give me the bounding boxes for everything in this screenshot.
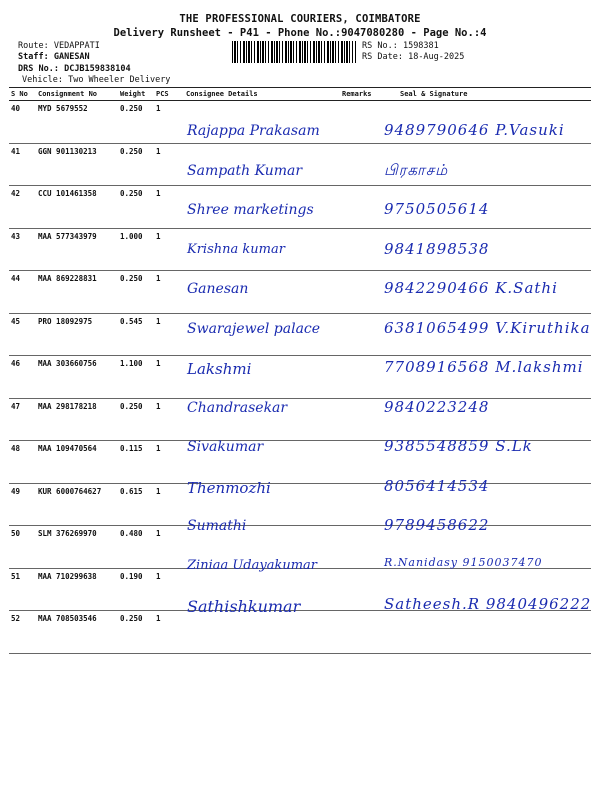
cell-pcs: 1	[154, 483, 184, 526]
cell-consignment-no: MAA 869228831	[36, 271, 118, 314]
route-line	[18, 41, 100, 51]
col-pcs: PCS	[154, 88, 184, 101]
cell-sno: 47	[9, 398, 36, 441]
cell-sno: 41	[9, 143, 36, 186]
consignee-handwritten-name: Sampath Kumar	[187, 162, 303, 179]
seal-signature-handwritten: 9840223248	[384, 397, 490, 416]
runsheet-subtitle: Delivery Runsheet - P41 - Phone No.:9047080280 - Page No.:4	[113, 27, 487, 39]
cell-sno: 52	[9, 611, 36, 654]
consignee-handwritten-name: Thenmozhi	[187, 478, 271, 497]
table-header-row	[9, 88, 591, 101]
consignee-handwritten-name: Rajappa Prakasam	[187, 123, 320, 139]
cell-remarks	[340, 186, 376, 229]
staff-value: GANESAN	[53, 52, 90, 62]
drs-value: DCJB159838104	[64, 64, 131, 74]
route-value: VEDAPPATI	[53, 41, 100, 51]
cell-consignment-no: GGN 901130213	[36, 143, 118, 186]
table-row	[9, 228, 591, 271]
cell-pcs: 1	[154, 228, 184, 271]
cell-consignment-no: CCU 101461358	[36, 186, 118, 229]
consignee-handwritten-name: Lakshmi	[187, 360, 252, 378]
seal-signature-handwritten: 9842290466 K.Sathi	[384, 279, 558, 297]
rs-date-line	[362, 52, 464, 62]
cell-sno: 48	[9, 441, 36, 484]
col-sno: S No	[9, 88, 36, 101]
company-title: THE PROFESSIONAL COURIERS, COIMBATORE	[179, 13, 421, 25]
col-remarks: Remarks	[340, 88, 376, 101]
rs-no-value: 1598381	[402, 41, 439, 51]
cell-pcs: 1	[154, 398, 184, 441]
vehicle-value: Two Wheeler Delivery	[68, 75, 171, 85]
cell-pcs: 1	[154, 143, 184, 186]
cell-sno: 42	[9, 186, 36, 229]
consignee-handwritten-name: Sathishkumar	[187, 597, 301, 616]
drs-line	[18, 64, 131, 74]
table-row	[9, 398, 591, 441]
consignee-handwritten-name: Chandrasekar	[187, 399, 288, 416]
cell-pcs: 1	[154, 611, 184, 654]
cell-weight: 0.250	[118, 186, 154, 229]
consignee-handwritten-name: Sumathi	[187, 518, 247, 534]
cell-weight: 0.250	[118, 611, 154, 654]
consignee-handwritten-name: Ziniaa Udayakumar	[187, 557, 318, 573]
barcode-image	[232, 41, 356, 63]
cell-sno: 40	[9, 101, 36, 144]
seal-signature-handwritten: 9841898538	[384, 239, 490, 258]
cell-pcs: 1	[154, 101, 184, 144]
consignee-handwritten-name: Swarajewel palace	[187, 320, 321, 337]
rs-no-line	[362, 41, 439, 51]
seal-signature-handwritten: Satheesh.R 9840496222	[384, 595, 592, 613]
cell-weight: 0.615	[118, 483, 154, 526]
cell-remarks	[340, 271, 376, 314]
col-consignee: Consignee Details	[184, 88, 340, 101]
cell-remarks	[340, 398, 376, 441]
cell-remarks	[340, 483, 376, 526]
cell-consignment-no: MAA 710299638	[36, 568, 118, 611]
cell-consignment-no: MAA 109470564	[36, 441, 118, 484]
cell-weight: 0.545	[118, 313, 154, 356]
cell-sno: 45	[9, 313, 36, 356]
cell-consignment-no: MAA 708503546	[36, 611, 118, 654]
cell-weight: 0.250	[118, 271, 154, 314]
cell-consignment-no: MAA 303660756	[36, 356, 118, 399]
seal-signature-handwritten: 9385548859 S.Lk	[384, 437, 533, 455]
consignee-handwritten-name: Shree marketings	[187, 202, 314, 218]
cell-weight: 0.190	[118, 568, 154, 611]
seal-signature-handwritten: 8056414534	[384, 476, 490, 495]
cell-consignment-no: MYD 5679552	[36, 101, 118, 144]
cell-sno: 50	[9, 526, 36, 569]
table-row	[9, 611, 591, 654]
cell-remarks	[340, 526, 376, 569]
consignee-handwritten-name: Krishna kumar	[187, 241, 285, 257]
cell-consignment-no: KUR 6000764627	[36, 483, 118, 526]
cell-sno: 44	[9, 271, 36, 314]
cell-pcs: 1	[154, 526, 184, 569]
staff-label: Staff:	[18, 52, 49, 62]
cell-pcs: 1	[154, 313, 184, 356]
cell-remarks	[340, 356, 376, 399]
cell-weight: 1.000	[118, 228, 154, 271]
seal-signature-handwritten: பிரகாசம்	[384, 160, 449, 179]
cell-signature	[376, 611, 591, 654]
cell-sno: 43	[9, 228, 36, 271]
cell-remarks	[340, 313, 376, 356]
seal-signature-handwritten: 6381065499 V.Kiruthika	[384, 318, 591, 337]
cell-weight: 0.250	[118, 143, 154, 186]
seal-signature-handwritten: 9489790646 P.Vasuki	[384, 121, 565, 139]
cell-weight: 0.250	[118, 101, 154, 144]
seal-signature-handwritten: R.Nanidasy 9150037470	[384, 555, 543, 569]
consignee-handwritten-name: Ganesan	[187, 281, 249, 297]
cell-weight: 1.100	[118, 356, 154, 399]
vehicle-label: Vehicle:	[22, 75, 63, 85]
cell-consignment-no: MAA 577343979	[36, 228, 118, 271]
cell-consignment-no: MAA 298178218	[36, 398, 118, 441]
consignee-handwritten-name: Sivakumar	[187, 439, 264, 455]
table-row	[9, 483, 591, 526]
cell-remarks	[340, 143, 376, 186]
seal-signature-handwritten: 9789458622	[384, 516, 490, 534]
cell-sno: 49	[9, 483, 36, 526]
staff-line	[18, 52, 90, 62]
seal-signature-handwritten: 9750505614	[384, 200, 490, 218]
cell-pcs: 1	[154, 271, 184, 314]
cell-pcs: 1	[154, 441, 184, 484]
cell-pcs: 1	[154, 356, 184, 399]
cell-consignment-no: SLM 376269970	[36, 526, 118, 569]
col-weight: Weight	[118, 88, 154, 101]
seal-signature-handwritten: 7708916568 M.lakshmi	[384, 358, 584, 376]
vehicle-line	[22, 75, 170, 85]
cell-sno: 46	[9, 356, 36, 399]
cell-remarks	[340, 101, 376, 144]
cell-remarks	[340, 228, 376, 271]
cell-remarks	[340, 441, 376, 484]
cell-remarks	[340, 568, 376, 611]
drs-label: DRS No.:	[18, 64, 59, 74]
rs-date-label: RS Date:	[362, 52, 403, 62]
cell-pcs: 1	[154, 568, 184, 611]
cell-remarks	[340, 611, 376, 654]
cell-weight: 0.250	[118, 398, 154, 441]
route-label: Route:	[18, 41, 49, 51]
cell-consignee	[184, 611, 340, 654]
col-signature: Seal & Signature	[376, 88, 591, 101]
cell-consignment-no: PRO 18092975	[36, 313, 118, 356]
col-consignment: Consignment No	[36, 88, 118, 101]
cell-weight: 0.480	[118, 526, 154, 569]
rs-no-label: RS No.:	[362, 41, 398, 51]
rs-date-value: 18-Aug-2025	[408, 52, 465, 62]
cell-sno: 51	[9, 568, 36, 611]
cell-pcs: 1	[154, 186, 184, 229]
cell-weight: 0.115	[118, 441, 154, 484]
